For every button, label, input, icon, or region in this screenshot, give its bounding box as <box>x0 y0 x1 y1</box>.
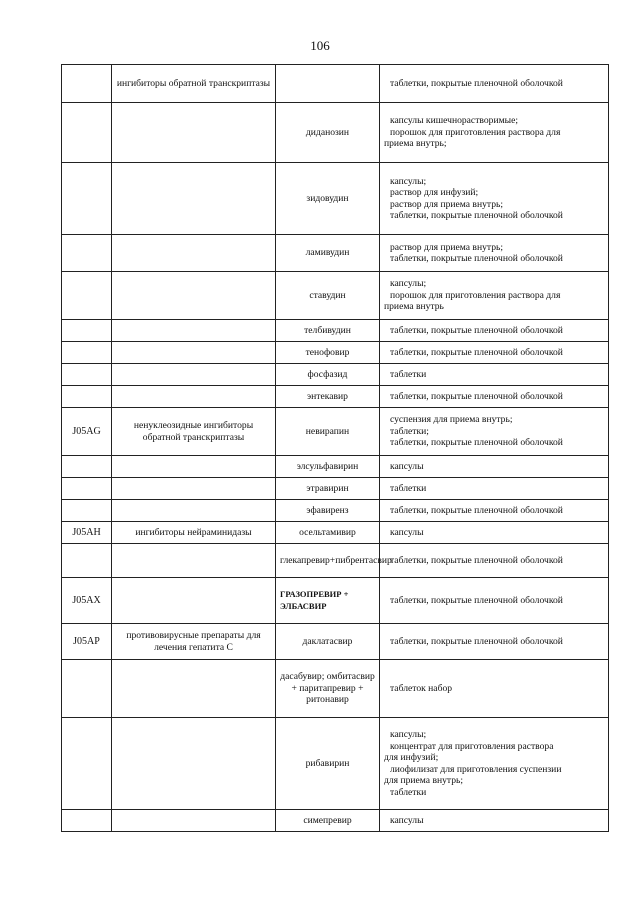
drug-name-cell: рибавирин <box>276 718 380 810</box>
dosage-form-line: для приема внутрь; <box>384 775 464 786</box>
dosage-form-line: таблетки, покрытые пленочной оболочкой <box>390 554 563 566</box>
table-row <box>62 342 609 364</box>
dosage-form-line: капсулы; <box>390 729 427 740</box>
table-row <box>62 456 609 478</box>
drug-name-cell <box>276 65 380 103</box>
atc-code-cell <box>62 342 112 364</box>
dosage-form-line: концентрат для приготовления раствора <box>390 740 554 752</box>
drug-name-cell: тенофовир <box>276 342 380 364</box>
drug-name-cell: энтекавир <box>276 386 380 408</box>
drug-name-cell: эфавиренз <box>276 500 380 522</box>
table-row <box>62 103 609 163</box>
dosage-form-cell <box>380 718 609 810</box>
drug-name-cell: осельтамивир <box>276 522 380 544</box>
dosage-form-cell <box>380 342 609 364</box>
dosage-form-cell <box>380 456 609 478</box>
atc-code-cell <box>62 500 112 522</box>
table-row <box>62 272 609 320</box>
dosage-form-line: таблетки, покрытые пленочной оболочкой <box>390 77 563 89</box>
dosage-form-line: порошок для приготовления раствора для <box>390 126 561 138</box>
drug-name-cell: ГРАЗОПРЕВИР + ЭЛБАСВИР <box>276 578 380 624</box>
drug-name-cell: фосфазид <box>276 364 380 386</box>
dosage-form-cell <box>380 65 609 103</box>
table-row <box>62 500 609 522</box>
pharmacological-group-cell <box>112 235 276 272</box>
table-row <box>62 578 609 624</box>
dosage-form-line: таблетки, покрытые пленочной оболочкой <box>390 346 563 358</box>
pharmacological-group-cell <box>112 578 276 624</box>
atc-code-cell <box>62 364 112 386</box>
table-row <box>62 163 609 235</box>
drug-name-cell: диданозин <box>276 103 380 163</box>
dosage-form-cell <box>380 103 609 163</box>
atc-code-cell <box>62 103 112 163</box>
drug-name-cell: даклатасвир <box>276 624 380 660</box>
drug-name-cell: глекапревир+пибрентасвир <box>276 544 380 578</box>
table-row <box>62 320 609 342</box>
pharmacological-group-cell <box>112 342 276 364</box>
drug-name-cell: ламивудин <box>276 235 380 272</box>
dosage-form-cell <box>380 272 609 320</box>
drug-name-cell: невирапин <box>276 408 380 456</box>
drug-name-cell: ставудин <box>276 272 380 320</box>
atc-code-cell: J05AG <box>62 408 112 456</box>
dosage-form-line: таблетки, покрытые пленочной оболочкой <box>390 324 563 336</box>
pharmacological-group-cell <box>112 478 276 500</box>
dosage-form-line: таблетки, покрытые пленочной оболочкой <box>390 390 563 402</box>
drug-name-cell: элсульфавирин <box>276 456 380 478</box>
atc-code-cell <box>62 660 112 718</box>
dosage-form-cell <box>380 235 609 272</box>
dosage-form-cell <box>380 320 609 342</box>
dosage-form-line: раствор для приема внутрь; <box>390 241 504 253</box>
dosage-form-line: таблетки <box>390 786 427 798</box>
dosage-form-cell <box>380 522 609 544</box>
table-row <box>62 522 609 544</box>
dosage-form-cell <box>380 478 609 500</box>
pharmacological-group-cell <box>112 660 276 718</box>
pharmacological-group-cell <box>112 544 276 578</box>
dosage-form-line: порошок для приготовления раствора для <box>390 289 561 301</box>
pharmacological-group-cell: ингибиторы обратной транскриптазы <box>112 65 276 103</box>
atc-code-cell: J05AX <box>62 578 112 624</box>
atc-code-cell: J05AH <box>62 522 112 544</box>
pharmacological-group-cell <box>112 500 276 522</box>
table-row <box>62 718 609 810</box>
atc-code-cell <box>62 810 112 832</box>
dosage-form-cell <box>380 624 609 660</box>
atc-code-cell <box>62 272 112 320</box>
table-row <box>62 660 609 718</box>
dosage-form-cell <box>380 163 609 235</box>
dosage-form-line: капсулы; <box>390 175 427 187</box>
atc-code-cell <box>62 544 112 578</box>
pharmacological-group-cell: ингибиторы нейраминидазы <box>112 522 276 544</box>
dosage-form-line: приема внутрь; <box>384 138 447 150</box>
dosage-form-line: для инфузий; <box>384 752 439 763</box>
dosage-form-line: суспензия для приема внутрь; <box>390 414 513 426</box>
dosage-form-line: приема внутрь <box>384 301 444 313</box>
dosage-form-line: таблетки, покрытые пленочной оболочкой <box>390 210 563 221</box>
pharmacological-group-cell <box>112 718 276 810</box>
atc-code-cell <box>62 386 112 408</box>
pharmacological-group-cell <box>112 163 276 235</box>
dosage-form-line: раствор для приема внутрь; <box>390 198 504 210</box>
dosage-form-line: капсулы <box>390 460 424 472</box>
table-row <box>62 386 609 408</box>
dosage-form-line: таблетки <box>390 368 427 380</box>
dosage-form-cell <box>380 500 609 522</box>
drug-name-cell: зидовудин <box>276 163 380 235</box>
dosage-form-line: таблетки, покрытые пленочной оболочкой <box>390 253 563 264</box>
table-row <box>62 235 609 272</box>
pharmacological-group-cell <box>112 272 276 320</box>
atc-code-cell <box>62 65 112 103</box>
drug-table <box>61 64 609 832</box>
dosage-form-line: таблетки, покрытые пленочной оболочкой <box>390 594 563 606</box>
dosage-form-line: лиофилизат для приготовления суспензии <box>390 763 562 775</box>
pharmacological-group-cell <box>112 386 276 408</box>
dosage-form-line: капсулы; <box>390 278 427 290</box>
table-row <box>62 364 609 386</box>
table-row <box>62 810 609 832</box>
pharmacological-group-cell <box>112 810 276 832</box>
pharmacological-group-cell <box>112 103 276 163</box>
dosage-form-line: капсулы <box>390 526 424 538</box>
drug-name-cell: телбивудин <box>276 320 380 342</box>
dosage-form-cell <box>380 578 609 624</box>
dosage-form-cell <box>380 408 609 456</box>
dosage-form-line: капсулы <box>390 814 424 826</box>
dosage-form-line: таблетки; <box>390 425 429 437</box>
dosage-form-cell <box>380 364 609 386</box>
atc-code-cell <box>62 163 112 235</box>
pharmacological-group-cell: противовирусные препараты для лечения гепатита С <box>112 624 276 660</box>
atc-code-cell <box>62 235 112 272</box>
pharmacological-group-cell <box>112 364 276 386</box>
table-row <box>62 544 609 578</box>
dosage-form-line: таблетки, покрытые пленочной оболочкой <box>390 635 563 647</box>
drug-name-cell: этравирин <box>276 478 380 500</box>
dosage-form-cell <box>380 810 609 832</box>
dosage-form-line: таблетки <box>390 482 427 494</box>
table-row <box>62 478 609 500</box>
atc-code-cell: J05AP <box>62 624 112 660</box>
dosage-form-line: раствор для инфузий; <box>390 187 479 198</box>
pharmacological-group-cell: ненуклеозидные ингибиторы обратной транскриптазы <box>112 408 276 456</box>
dosage-form-line: таблетки, покрытые пленочной оболочкой <box>390 504 563 516</box>
page-number: 106 <box>310 38 330 53</box>
atc-code-cell <box>62 478 112 500</box>
drug-name-cell: дасабувир; омбитасвир + паритапревир + ритонавир <box>276 660 380 718</box>
pharmacological-group-cell <box>112 320 276 342</box>
dosage-form-line: таблетки, покрытые пленочной оболочкой <box>390 437 563 449</box>
table-row <box>62 624 609 660</box>
pharmacological-group-cell <box>112 456 276 478</box>
atc-code-cell <box>62 718 112 810</box>
dosage-form-line: капсулы кишечнорастворимые; <box>390 115 519 127</box>
atc-code-cell <box>62 320 112 342</box>
atc-code-cell <box>62 456 112 478</box>
dosage-form-line: таблеток набор <box>390 682 453 694</box>
dosage-form-cell <box>380 386 609 408</box>
table-row <box>62 408 609 456</box>
drug-name-cell: симепревир <box>276 810 380 832</box>
table-row <box>62 65 609 103</box>
dosage-form-cell <box>380 544 609 578</box>
dosage-form-cell <box>380 660 609 718</box>
